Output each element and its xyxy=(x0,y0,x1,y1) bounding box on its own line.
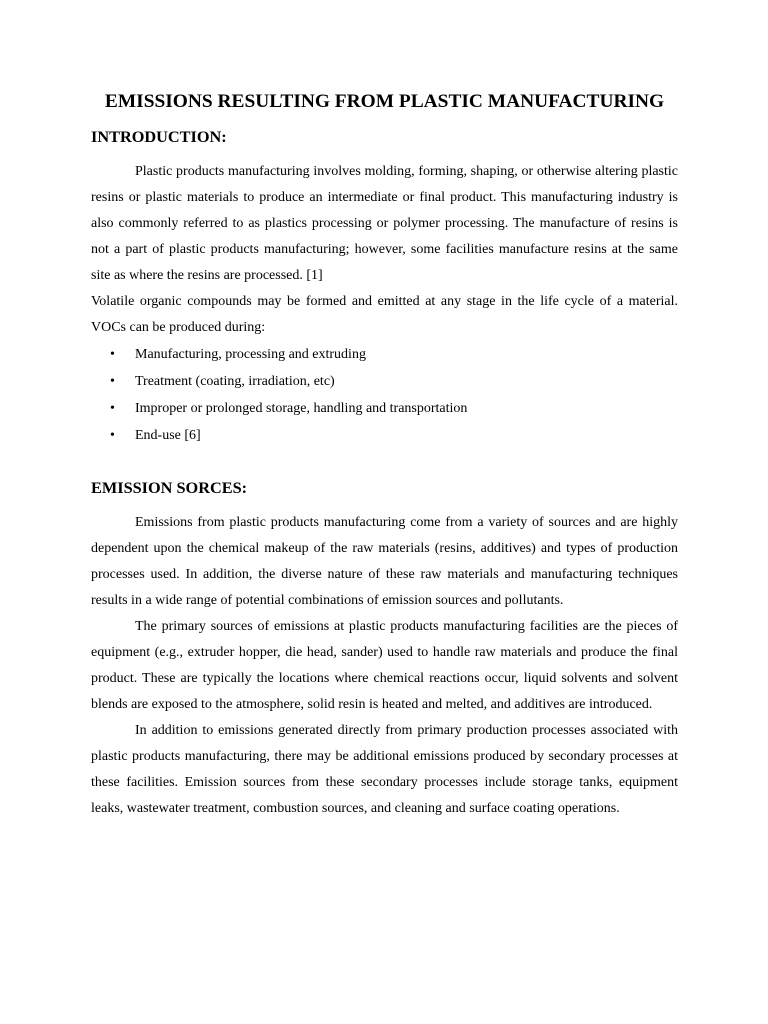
section-heading-emission-sources: EMISSION SORCES: xyxy=(91,478,248,497)
introduction-paragraph-1: Plastic products manufacturing involves molding, forming, shaping, or otherwise altering plastic resins or plastic materials to produce an intermediate or final product. This manufacturing industry is also commonly referred to as plastics processing or polymer processing. The manufacture of resins is not a part of plastic products manufacturing; however, some facilities manufacture resins at the same site as where the resins are processed. [1] xyxy=(91,164,678,283)
voc-sources-list xyxy=(91,341,678,449)
document-title: EMISSIONS RESULTING FROM PLASTIC MANUFACTURING xyxy=(104,91,665,112)
list-item: • Treatment (coating, irradiation, etc) xyxy=(91,368,678,395)
list-item: • End-use [6] xyxy=(91,422,678,449)
document-page xyxy=(91,88,678,822)
introduction-paragraph-2: Volatile organic compounds may be formed and emitted at any stage in the life cycle of a material. VOCs can be produced during: xyxy=(91,294,678,335)
emission-sources-paragraph-3: In addition to emissions generated directly from primary production processes associated with plastic products manufacturing, there may be additional emissions produced by secondary processes at these facilities. Emission sources from these secondary processes include storage tanks, equipment leaks, wastewater treatment, combustion sources, and cleaning and surface coating operations. xyxy=(91,723,678,816)
emission-sources-paragraph-2: The primary sources of emissions at plastic products manufacturing facilities are the pieces of equipment (e.g., extruder hopper, die head, sander) used to handle raw materials and produce the final product. These are typically the locations where chemical reactions occur, liquid solvents and solvent blends are exposed to the atmosphere, solid resin is heated and melted, and additives are introduced. xyxy=(91,619,678,712)
emission-sources-paragraph-1: Emissions from plastic products manufacturing come from a variety of sources and are highly dependent upon the chemical makeup of the raw materials (resins, additives) and types of production processes used. In addition, the diverse nature of these raw materials and manufacturing techniques results in a wide range of potential combinations of emission sources and pollutants. xyxy=(91,515,678,608)
list-item: • Improper or prolonged storage, handling and transportation xyxy=(91,395,678,422)
list-item: • Manufacturing, processing and extruding xyxy=(91,341,678,368)
section-heading-introduction: INTRODUCTION: xyxy=(91,127,227,146)
